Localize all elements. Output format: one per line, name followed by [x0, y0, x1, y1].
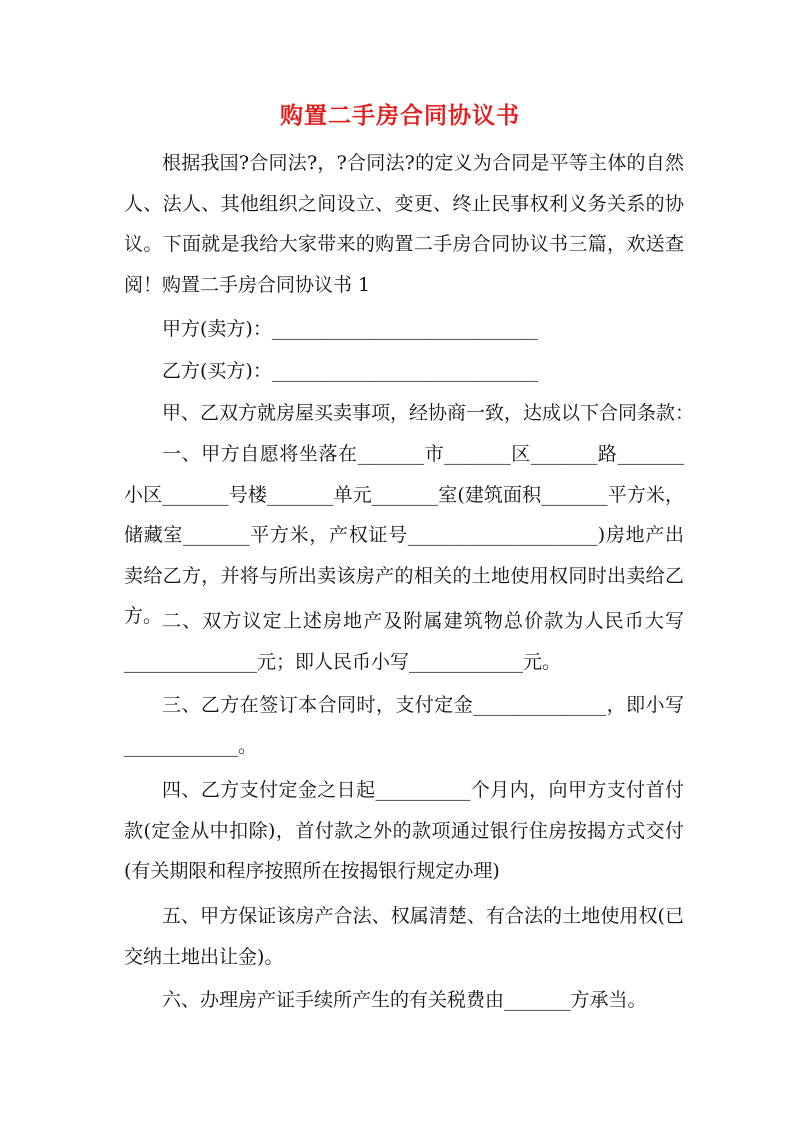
party-b-line: 乙方(买方)：____________________________: [162, 360, 538, 382]
clause-5-paragraph: 五、甲方保证该房产合法、权属清楚、有合法的土地使用权(已交纳土地出让金)。: [124, 905, 684, 968]
clause-4-paragraph: 四、乙方支付定金之日起__________个月内，向甲方支付首付款(定金从中扣除)，首付款之外的款项通过银行住房按揭方式交付(有关期限和程序按照所在按揭银行规定办理): [124, 779, 684, 882]
clause-2-paragraph: 二、双方议定上述房地产及附属建筑物总价款为人民币大写______________元；即人民币小写____________元。: [124, 610, 684, 673]
clause-3-paragraph: 三、乙方在签订本合同时，支付定金______________，即小写____________。: [124, 694, 684, 757]
party-a-line: 甲方(卖方)：____________________________: [162, 318, 538, 340]
clause-6-paragraph: 六、办理房产证手续所产生的有关税费由_______方承当。: [162, 989, 647, 1011]
preamble-line: 甲、乙双方就房屋买卖事项，经协商一致，达成以下合同条款：: [162, 402, 695, 424]
intro-paragraph: 根据我国?合同法?，?合同法?的定义为合同是平等主体的自然人、法人、其他组织之间设立、变更、终止民事权利义务关系的协议。下面就是我给大家带来的购置二手房合同协议书三篇，欢送查阅！: [124, 152, 684, 296]
clause-1-paragraph: 一、甲方自愿将坐落在_______市_______区_______路_______小区_______号楼_______单元_______室(建筑面积_______平方米，储藏室_______平方米，产权证号____________________)房地产出卖给乙方，并将与所出卖该房产的相关的土地使用权同时出卖给乙方。: [124, 443, 684, 627]
section-heading: 购置二手房合同协议书 1: [162, 274, 371, 296]
document-title: 购置二手房合同协议书: [280, 102, 520, 129]
